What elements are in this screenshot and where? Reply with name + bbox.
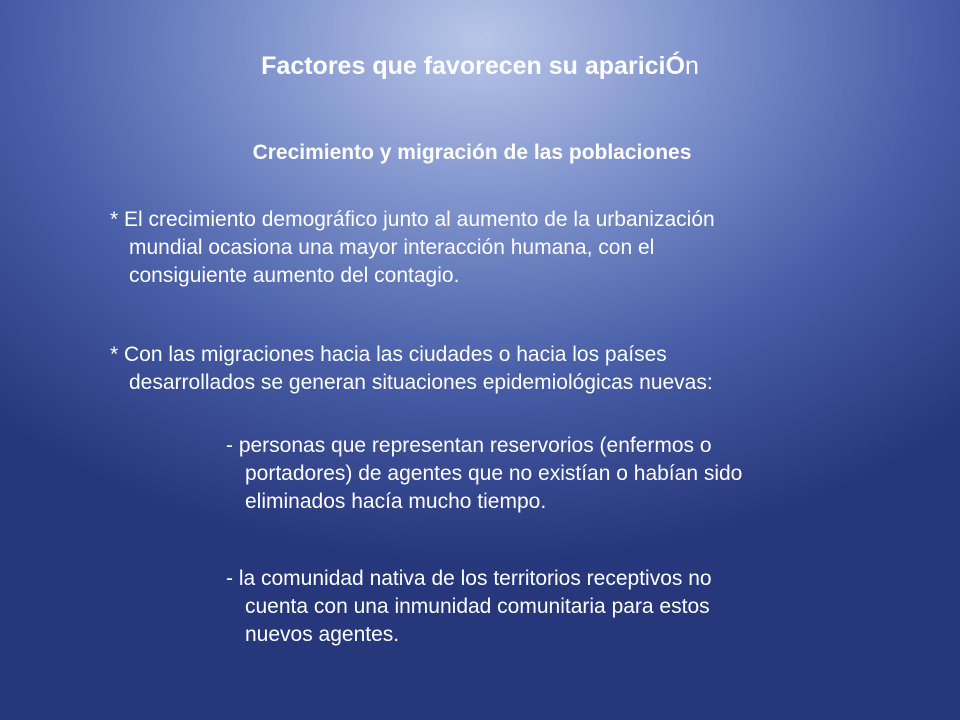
paragraph-line: * Con las migraciones hacia las ciudades o hacia los países	[110, 343, 667, 366]
paragraph-line: cuenta con una inmunidad comunitaria para estos	[245, 595, 710, 618]
paragraph-native-community	[226, 565, 712, 649]
slide-title	[0, 49, 960, 83]
paragraph-reservoir-carriers	[226, 432, 742, 516]
paragraph-line: eliminados hacía mucho tiempo.	[245, 490, 547, 513]
paragraph-line: mundial ocasiona una mayor interacción humana, con el	[129, 236, 655, 259]
paragraph-line: nuevos agentes.	[245, 623, 400, 646]
paragraph-line: desarrollados se generan situaciones epidemiológicas nuevas:	[129, 371, 713, 394]
paragraph-migrations	[110, 341, 713, 397]
paragraph-line: consiguiente aumento del contagio.	[129, 264, 460, 287]
paragraph-line: portadores) de agentes que no existían o habían sido	[245, 462, 743, 485]
slide-title-regular-part: n	[684, 52, 699, 80]
paragraph-line: - personas que representan reservorios (enfermos o	[226, 434, 712, 457]
slide-subtitle: Crecimiento y migración de las poblaciones	[252, 141, 692, 164]
paragraph-urban-growth	[110, 206, 715, 290]
slide-title-bold-part: Factores que favorecen su apariciÓ	[261, 52, 685, 80]
paragraph-line: * El crecimiento demográfico junto al aumento de la urbanización	[110, 208, 715, 231]
paragraph-line: - la comunidad nativa de los territorios receptivos no	[226, 567, 712, 590]
